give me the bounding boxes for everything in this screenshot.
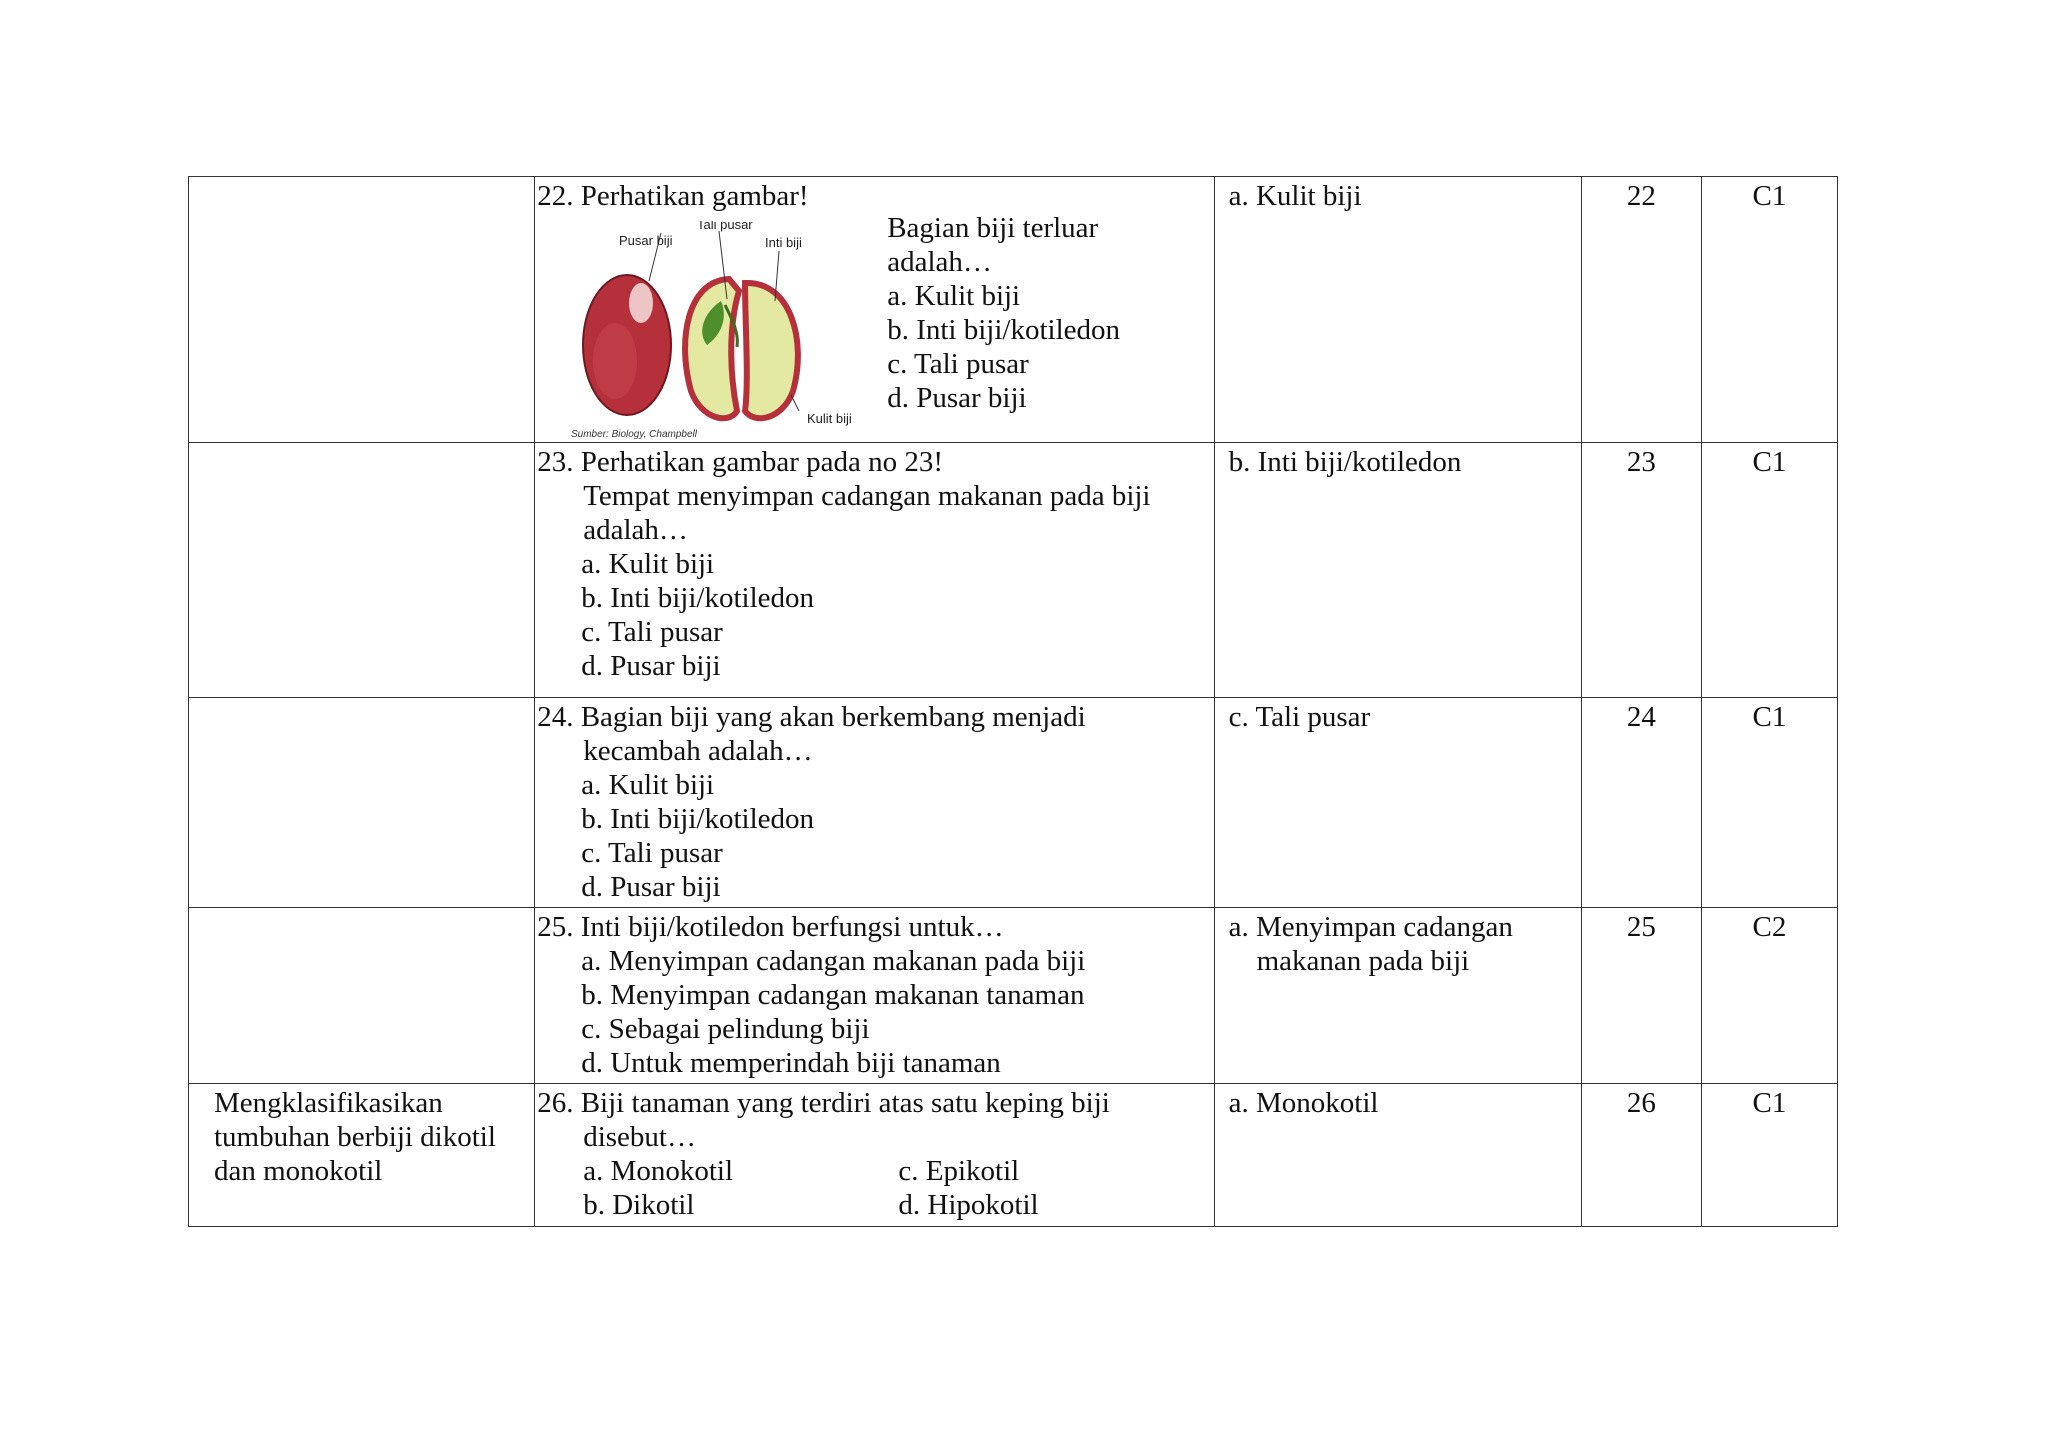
answer-cell	[1214, 908, 1581, 1084]
cognitive-level: C1	[1752, 446, 1787, 478]
question-number: 22	[1626, 180, 1656, 212]
kd-text	[189, 443, 534, 445]
kd-text	[189, 177, 534, 179]
table-row	[189, 908, 1838, 1084]
number-cell	[1581, 177, 1701, 443]
question-number: 25	[1626, 911, 1656, 943]
option-c: c. Tali pusar	[581, 616, 723, 648]
number-cell	[1581, 1084, 1701, 1227]
option-c: c. Tali pusar	[581, 837, 723, 869]
table-row	[189, 1084, 1838, 1227]
question-line: disebut…	[583, 1121, 696, 1153]
level-cell	[1701, 908, 1837, 1084]
cognitive-level: C1	[1752, 180, 1787, 212]
option-b: b. Inti biji/kotiledon	[887, 314, 1120, 346]
kd-text	[189, 908, 534, 910]
kd-cell	[189, 908, 535, 1084]
number-cell	[1581, 908, 1701, 1084]
option-a: a. Menyimpan cadangan makanan pada biji	[581, 945, 1086, 977]
cognitive-level: C2	[1752, 911, 1787, 943]
option-c: c. Sebagai pelindung biji	[581, 1013, 870, 1045]
number-cell	[1581, 698, 1701, 908]
option-d: d. Pusar biji	[581, 871, 721, 903]
side-text-line: adalah…	[887, 246, 992, 278]
kd-cell	[189, 698, 535, 908]
question-stem: 22. Perhatikan gambar!	[537, 180, 809, 212]
figure-source: Sumber: Biology, Champbell	[571, 429, 698, 440]
option-c: c. Epikotil	[898, 1155, 1020, 1187]
level-cell	[1701, 443, 1837, 698]
level-cell	[1701, 1084, 1837, 1227]
option-b: b. Inti biji/kotiledon	[581, 582, 814, 614]
option-d: d. Untuk memperindah biji tanaman	[581, 1047, 1001, 1079]
question-stem: 23. Perhatikan gambar pada no 23!	[537, 446, 944, 478]
question-cell	[535, 908, 1214, 1084]
question-line: kecambah adalah…	[583, 735, 813, 767]
option-a: a. Kulit biji	[581, 548, 715, 580]
table-row	[189, 443, 1838, 698]
answer-cell	[1214, 698, 1581, 908]
answer-text: a. Monokotil	[1228, 1087, 1379, 1119]
answer-text: b. Inti biji/kotiledon	[1228, 446, 1462, 478]
cognitive-level: C1	[1752, 701, 1787, 733]
option-d: d. Pusar biji	[887, 382, 1027, 414]
answer-cell	[1214, 443, 1581, 698]
side-text-line: Bagian biji terluar	[887, 212, 1099, 244]
kd-cell	[189, 443, 535, 698]
kd-cell	[189, 1084, 535, 1227]
option-b: b. Dikotil	[583, 1189, 695, 1221]
question-number: 23	[1626, 446, 1656, 478]
question-table	[188, 176, 1838, 1227]
option-b: b. Menyimpan cadangan makanan tanaman	[581, 979, 1085, 1011]
answer-cell	[1214, 177, 1581, 443]
level-cell	[1701, 698, 1837, 908]
question-stem: 26. Biji tanaman yang terdiri atas satu keping biji	[537, 1087, 1110, 1119]
kd-cell	[189, 177, 535, 443]
option-a: a. Kulit biji	[581, 769, 715, 801]
question-line: Tempat menyimpan cadangan makanan pada biji	[583, 480, 1151, 512]
table-row	[189, 698, 1838, 908]
level-cell	[1701, 177, 1837, 443]
cognitive-level: C1	[1752, 1087, 1787, 1119]
table-row	[189, 177, 1838, 443]
answer-text: a. Kulit biji	[1228, 180, 1362, 212]
label-tali-pusar: Tali pusar	[697, 221, 753, 232]
question-options	[887, 211, 1207, 415]
label-pusar-biji: Pusar biji	[619, 233, 673, 248]
answer-text-cont: makanan pada biji	[1256, 945, 1470, 977]
option-d: d. Hipokotil	[898, 1189, 1039, 1221]
answer-text: c. Tali pusar	[1228, 701, 1371, 733]
question-line: adalah…	[583, 514, 688, 546]
option-c: c. Tali pusar	[887, 348, 1029, 380]
option-a: a. Kulit biji	[887, 280, 1021, 312]
answer-text: a. Menyimpan cadangan	[1228, 911, 1513, 943]
option-b: b. Inti biji/kotiledon	[581, 803, 814, 835]
kd-text	[189, 698, 534, 700]
question-cell	[535, 443, 1214, 698]
label-inti-biji: Inti biji	[765, 235, 803, 250]
question-number: 24	[1626, 701, 1656, 733]
question-stem: 25. Inti biji/kotiledon berfungsi untuk…	[537, 911, 1004, 943]
answer-cell	[1214, 1084, 1581, 1227]
option-a: a. Monokotil	[583, 1155, 734, 1187]
label-kulit-biji: Kulit biji	[807, 411, 852, 426]
question-number: 26	[1626, 1087, 1656, 1119]
number-cell	[1581, 443, 1701, 698]
option-d: d. Pusar biji	[581, 650, 721, 682]
question-cell	[535, 698, 1214, 908]
kd-text: Mengklasifikasikan tumbuhan berbiji dikotil dan monokotil	[214, 1087, 496, 1187]
seed-diagram	[569, 221, 869, 441]
question-stem: 24. Bagian biji yang akan berkembang menjadi	[537, 701, 1086, 733]
question-cell	[535, 177, 1214, 443]
question-cell	[535, 1084, 1214, 1227]
